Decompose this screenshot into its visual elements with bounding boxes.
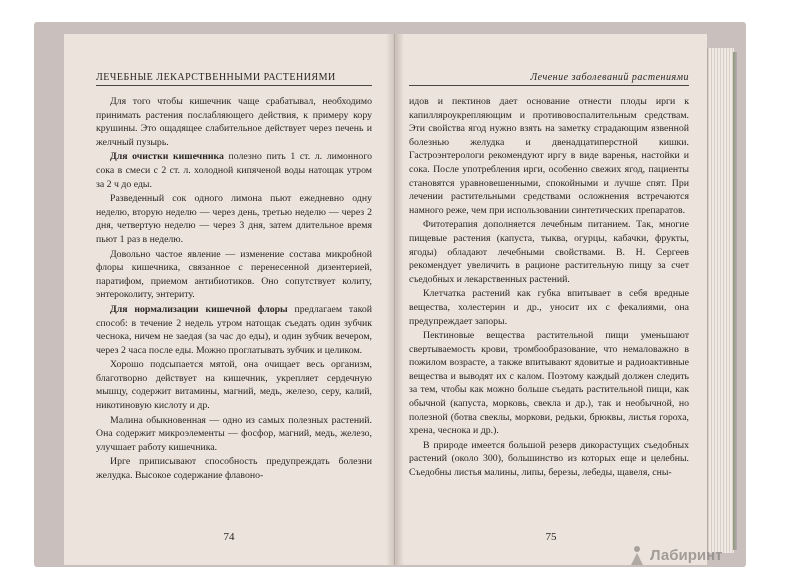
paragraph-text: Хорошо подсыпается мятой, она очищает весь организм, благотворно действует на кишечник, укрепляет сердечную мышцу, содержит витамины, магний, медь, железо, серу, калий, никотиновую кислоту и др.: [96, 359, 372, 412]
paragraph: [409, 439, 689, 480]
page-number-right: 75: [545, 531, 557, 543]
right-body-text: [409, 95, 689, 480]
paragraph-text: Разведенный сок одного лимона пьют ежедневно одну неделю, вторую неделю — через день, третью неделю — через 2 дня, четвертую неделю — через 3 дня, затем длительное время пьют 1 раз в неделю.: [96, 193, 372, 245]
paragraph-text: Клетчатка растений как губка впитывает в себя вредные вещества, холестерин и др., уносит их с фекалиями, она предупреждает запоры.: [409, 288, 689, 327]
paragraph-lead: Для нормализации кишечной флоры: [110, 303, 288, 315]
paragraph: [409, 95, 689, 217]
labyrinth-logo-icon: [628, 545, 646, 565]
paragraph-text: полезно пить 1 ст. л. лимонного сока в смеси с 2 ст. л. холодной кипяченой воды натощак утром за 2 ч до еды.: [96, 151, 372, 190]
book-edge-color: [733, 52, 737, 550]
paragraph: [96, 95, 372, 149]
watermark-logo: [628, 541, 778, 569]
paragraph-text: предлагаем такой способ: в течение 2 недель утром натощак съедать один зубчик чеснока, ничем не заедая (за час до еды), и один зубчик вечером, через 2 часа после еды. Можно проглатывать зубчик и целиком.: [96, 303, 372, 356]
paragraph: [96, 455, 372, 482]
page-number-left: 74: [223, 531, 235, 543]
right-running-header: Лечение заболеваний растениями: [409, 72, 689, 86]
paragraph: [409, 218, 689, 286]
right-page: [395, 34, 707, 565]
paragraph: [96, 192, 372, 246]
paragraph: [96, 303, 372, 357]
watermark-text: Лабиринт: [650, 546, 723, 564]
left-page: [64, 34, 394, 565]
paragraph-text: Фитотерапия дополняется лечебным питанием. Так, многие пищевые растения (капуста, тыква, огурцы, кабачки, фрукты, ягоды) обладают лечебными свойствами. В. Н. Сергеев рекомендует увеличить в рационе растительную пищу за счет съедобных и лекарственных растений.: [409, 219, 689, 285]
paragraph: [409, 287, 689, 328]
left-running-header: ЛЕЧЕБНЫЕ ЛЕКАРСТВЕННЫМИ РАСТЕНИЯМИ: [96, 72, 372, 86]
paragraph-text: Пектиновые вещества растительной пищи уменьшают свертываемость крови, тромбообразование, что немаловажно в пожилом возрасте, а также впитывают ядовитые и радиоактивные вещества и выводят их с калом. Поэтому каждый должен следить за тем, чтобы как можно больше съедать растительной пищи, как обычной (капуста, морковь, свекла и др.), так и необычной, но полезной (ботва свеклы, моркови, редьки, брюквы, листья гороха, хрена, чеснока и др.).: [409, 330, 689, 437]
paragraph-text: Ирге приписывают способность предупреждать болезни желудка. Высокое содержание флавоно-: [96, 456, 372, 482]
paragraph-text: В природе имеется большой резерв дикорастущих съедобных растений (около 300), большинство из которых еще и целебны. Съедобны листья малины, липы, березы, лебеды, щавеля, сны-: [409, 439, 689, 479]
paragraph-text: Для того чтобы кишечник чаще срабатывал, необходимо принимать растения послабляющего действия, к примеру кору крушины. Это ощадящее слабительное действует через печень и желчный пузырь.: [96, 96, 372, 148]
paragraph-text: идов и пектинов дает основание отнести плоды ирги к капилляроукрепляющим и противовоспалительным средствам. Эти свойства ягод нужно взять на заметку страдающим язвенной болезнью желудка и двенадцатиперстной кишки. Гастроэнтерологи рекомендуют иргу в виде варенья, настойки и сока. После употребления ирги, особенно свежих ягод, пациенты становятся уравновешенными, спокойными и лучше спят. При лечении растительными средствами осложнения встречаются намного реже, чем при использовании синтетических препаратов.: [409, 96, 689, 216]
paragraph-text: Довольно частое явление — изменение состава микробной флоры кишечника, связанное с перенесенной дизентерией, паратифом, приемом антибиотиков. Оно сопутствует колиту, энтероколиту, энтериту.: [96, 248, 372, 301]
paragraph-text: Малина обыкновенная — одно из самых полезных растений. Она содержит микроэлементы — фосфор, магний, медь, железо, улучшает работу кишечника.: [96, 414, 372, 453]
paragraph-lead: Для очистки кишечника: [110, 151, 224, 163]
paragraph: [96, 414, 372, 455]
book-gutter: [386, 34, 404, 565]
page-edges: [707, 48, 734, 553]
paragraph: [96, 150, 372, 191]
paragraph: [96, 248, 372, 302]
left-body-text: [96, 95, 372, 483]
paragraph: [96, 358, 372, 412]
paragraph: [409, 329, 689, 438]
